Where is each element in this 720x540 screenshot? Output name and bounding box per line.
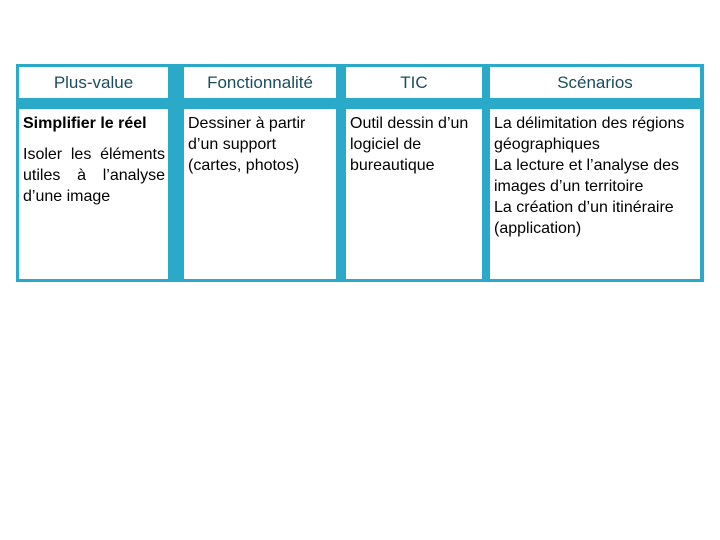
- cell-tic: [346, 109, 482, 279]
- scenario-item: La lecture et l’analyse des images d’un territoire: [494, 157, 679, 195]
- content-table: [16, 64, 704, 282]
- header-tic: TIC: [346, 67, 482, 98]
- header-fonctionnalite: Fonctionnalité: [184, 67, 336, 98]
- header-plus-value: Plus-value: [19, 67, 168, 98]
- scenario-item: La création d’un itinéraire (application): [494, 199, 674, 237]
- cell-fonctionnalite: [184, 109, 336, 279]
- fonctionnalite-text: Dessiner à partir d’un support (cartes, photos): [188, 115, 306, 174]
- header-scenarios: Scénarios: [490, 67, 700, 98]
- cell-scenarios: [490, 109, 700, 279]
- cell-plus-value: [19, 109, 168, 279]
- plus-value-line2: Isoler les éléments utiles à l’analyse d’une image: [23, 146, 165, 205]
- plus-value-line1: Simplifier le réel: [23, 115, 147, 132]
- tic-text: Outil dessin d’un logiciel de bureautique: [350, 115, 469, 174]
- scenario-item: La délimitation des régions géographiques: [494, 115, 685, 153]
